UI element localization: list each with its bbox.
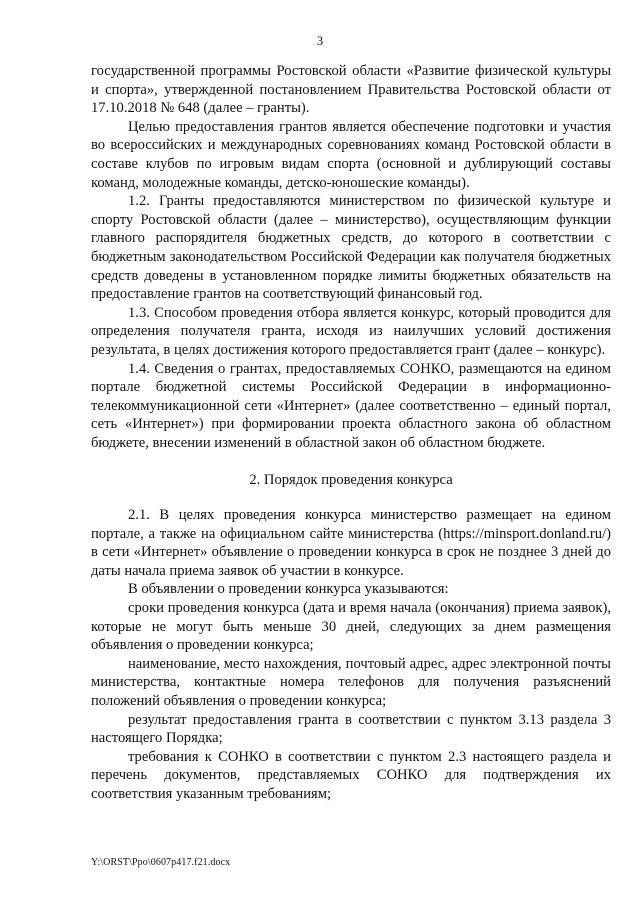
footer-file-path: Y:\ORST\Ppo\0607p417.f21.docx <box>91 857 231 868</box>
paragraph-2-1: 2.1. В целях проведения конкурса министерство размещает на едином портале, а также на официальном сайте министерства (https://minsport.donland.ru/) в сети «Интернет» объявление о проведении конкурса в срок не позднее 3 дней до даты начала приема заявок об участии в конкурсе. <box>91 507 611 579</box>
list-item-requirements: требования к СОНКО в соответствии с пунктом 2.3 настоящего раздела и перечень документов, представляемых СОНКО для подтверждения их соответствия указанным требованиям; <box>91 748 611 802</box>
list-item-result: результат предоставления гранта в соответствии с пунктом 3.13 раздела 3 настоящего Порядка; <box>91 711 611 747</box>
section-heading: 2. Порядок проведения конкурса <box>249 472 453 489</box>
page-number: 3 <box>316 34 324 48</box>
paragraph-continuation: государственной программы Ростовской области «Развитие физической культуры и спорта», утвержденной постановлением Правительства Ростовской области от 17.10.2018 № 648 (далее – гранты). <box>91 63 611 117</box>
list-item-deadlines: сроки проведения конкурса (дата и время начала (окончания) приема заявок), которые не могут быть меньше 30 дней, следующих за днем размещения объявления о проведении конкурса; <box>91 600 611 654</box>
paragraph-1-3: 1.3. Способом проведения отбора является конкурс, который проводится для определения получателя гранта, исходя из наилучших условий достижения результата, в целях достижения которого предоставляется грант (далее – конкурс). <box>91 304 611 358</box>
paragraph-1-4: 1.4. Сведения о грантах, предоставляемых СОНКО, размещаются на едином портале бюджетной системы Российской Федерации в информационно-телекоммуникационной сети «Интернет» (далее соответственно – единый портал, сеть «Интернет») при формировании проекта областного закона об областном бюджете, внесении изменений в областной закон об областном бюджете. <box>91 360 611 451</box>
paragraph-1-2: 1.2. Гранты предоставляются министерством по физической культуре и спорту Ростовской области (далее – министерство), осуществляющим функции главного распорядителя бюджетных средств, до которого в соответствии с бюджетным законодательством Российской Федерации как получателя бюджетных средств доведены в установленном порядке лимиты бюджетных обязательств на предоставление грантов на соответствующий финансовый год. <box>91 193 611 303</box>
document-body <box>91 62 611 804</box>
paragraph-grant-purpose: Целью предоставления грантов является обеспечение подготовки и участия во всероссийских и международных соревнованиях команд Ростовской области в составе клубов по игровым видам спорта (основной и дублирующий составы команд, молодежные команды, детско-юношеские команды). <box>91 118 611 191</box>
paragraph-announcement-intro: В объявлении о проведении конкурса указываются: <box>128 581 449 598</box>
list-item-contacts: наименование, место нахождения, почтовый адрес, адрес электронной почты министерства, контактные номера телефонов для получения разъяснений положений объявления о проведении конкурса; <box>91 655 611 709</box>
